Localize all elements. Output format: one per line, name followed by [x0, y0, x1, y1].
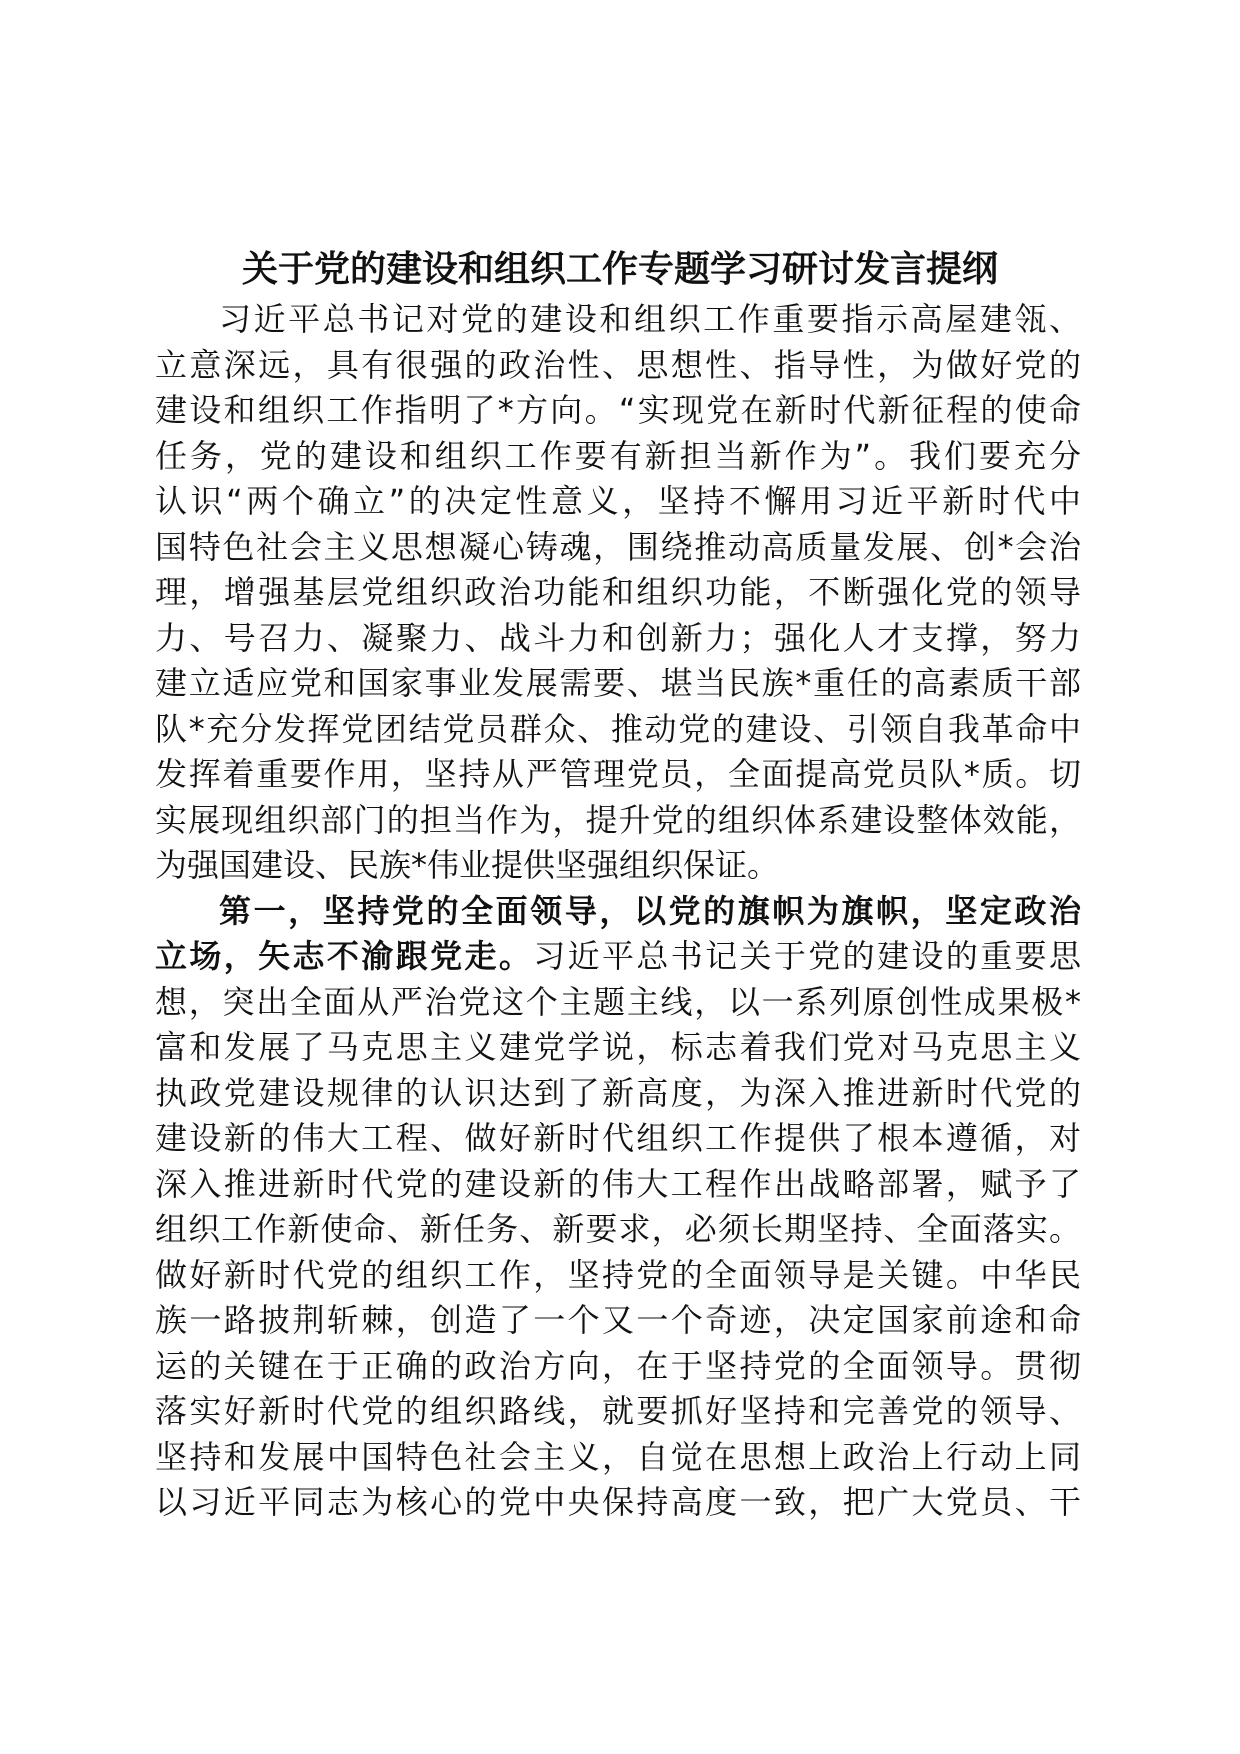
text-line: 坚持和发展中国特色社会主义，自觉在思想上政治上行动上同: [155, 1437, 1081, 1476]
text-line: 深入推进新时代党的建设新的伟大工程作出战略部署，赋予了: [155, 1164, 1081, 1203]
section-heading-end: 立场，矢志不渝跟党走。: [155, 937, 534, 975]
text-line: 力、号召力、凝聚力、战斗力和创新力；强化人才支撑，努力: [155, 618, 1081, 657]
text-line: 以习近平同志为核心的党中央保持高度一致，把广大党员、干: [155, 1483, 1081, 1521]
text-line: 想，突出全面从严治党这个主题主线，以一系列原创性成果极*: [155, 982, 1081, 1021]
paragraph-intro: [155, 297, 1081, 889]
text-line: 实展现组织部门的担当作为，提升党的组织体系建设整体效能，: [155, 800, 1081, 839]
text-line: 任务，党的建设和组织工作要有新担当新作为”。我们要充分: [155, 436, 1081, 475]
text-line: 理，增强基层党组织政治功能和组织功能，不断强化党的领导: [155, 573, 1081, 611]
text-line: 运的关键在于正确的政治方向，在于坚持党的全面领导。贯彻: [155, 1346, 1081, 1385]
text-line: 富和发展了马克思主义建党学说，标志着我们党对马克思主义: [155, 1028, 1081, 1066]
text-line: [155, 934, 1081, 980]
text-line: 落实好新时代党的组织路线，就要抓好坚持和完善党的领导、: [155, 1392, 1081, 1430]
text-line: 族一路披荆斩棘，创造了一个又一个奇迹，决定国家前途和命: [155, 1301, 1081, 1339]
text-line: 做好新时代党的组织工作，坚持党的全面领导是关键。中华民: [155, 1255, 1081, 1294]
text-line: 建设和组织工作指明了*方向。“实现党在新时代新征程的使命: [155, 391, 1081, 429]
paragraph-first-point: [155, 889, 1081, 1526]
text-line: 建设新的伟大工程、做好新时代组织工作提供了根本遵循，对: [155, 1119, 1081, 1157]
text-line: 为强国建设、民族*伟业提供坚强组织保证。: [155, 846, 780, 884]
text-line: 队*充分发挥党团结党员群众、推动党的建设、引领自我革命中: [155, 709, 1081, 748]
section-heading-line: 第一，坚持党的全面领导，以党的旗帜为旗帜，坚定政治: [219, 891, 1081, 930]
text-line: 国特色社会主义思想凝心铸魂，围绕推动高质量发展、创*会治: [155, 527, 1081, 566]
text-line: 建立适应党和国家事业发展需要、堪当民族*重任的高素质干部: [155, 664, 1081, 702]
text-line: 习近平总书记对党的建设和组织工作重要指示高屋建瓴、: [219, 300, 1081, 338]
text-line: 组织工作新使命、新任务、新要求，必须长期坚持、全面落实。: [155, 1210, 1081, 1248]
text-line: 发挥着重要作用，坚持从严管理党员，全面提高党员队*质。切: [155, 755, 1081, 793]
text-line: 认识“两个确立”的决定性意义，坚持不懈用习近平新时代中: [155, 482, 1081, 520]
document-body: [155, 297, 1081, 1526]
text-line: 立意深远，具有很强的政治性、思想性、指导性，为做好党的: [155, 345, 1081, 384]
text-line: 执政党建设规律的认识达到了新高度，为深入推进新时代党的: [155, 1073, 1081, 1112]
text-run: 习近平总书记关于党的建设的重要思: [533, 937, 1081, 975]
document-title: 关于党的建设和组织工作专题学习研讨发言提纲: [241, 249, 998, 290]
